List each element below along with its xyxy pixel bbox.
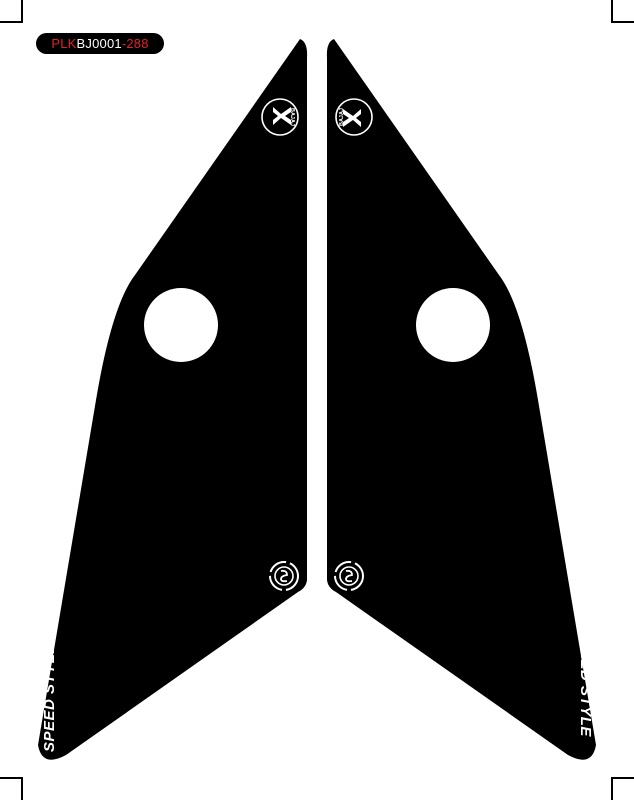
product-code-main: BJ0001 [76,36,122,51]
crop-mark-top-right [612,0,634,22]
left-hole [144,288,218,362]
speed-style-emblem-icon [270,562,298,590]
speed-style-emblem-icon [335,562,363,590]
right-tagline: SPEED STYLE [577,628,594,737]
right-hole [416,288,490,362]
left-decal-panel [38,39,307,760]
right-decal-panel [327,39,596,760]
crop-mark-bottom-right [612,778,634,800]
crop-mark-bottom-left [0,778,22,800]
crop-mark-top-left [0,0,22,22]
bajaj-logo-wordmark: BAJAJ [289,107,295,127]
left-tagline: SPEED STYLE [41,643,58,752]
product-code-suffix: -288 [121,36,149,51]
product-code-prefix: PLK [51,36,77,51]
bajaj-logo-wordmark: BAJAJ [339,107,345,127]
